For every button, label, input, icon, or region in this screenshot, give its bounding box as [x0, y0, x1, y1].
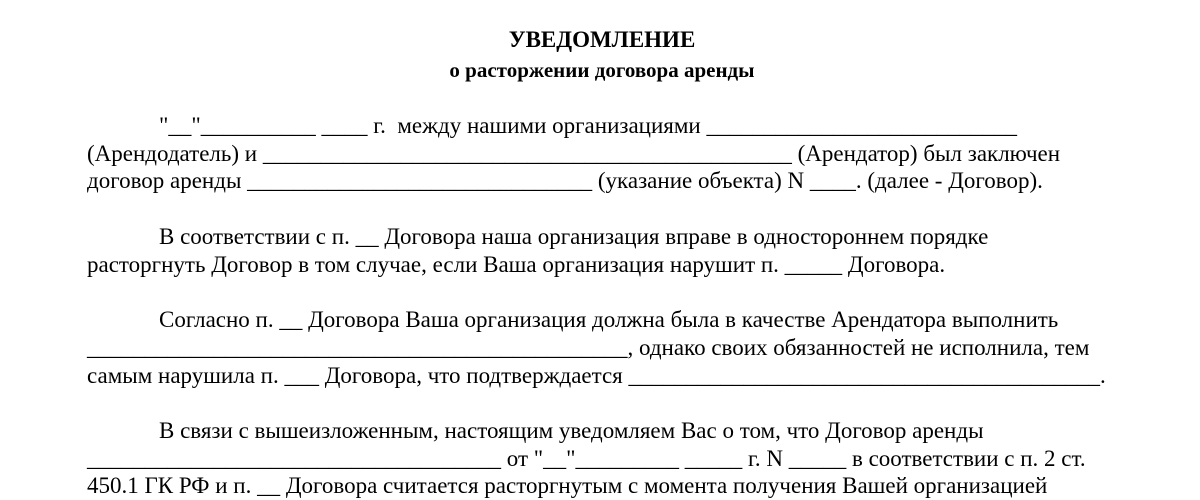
paragraph-4-line-1: В связи с вышеизложенным, настоящим уведомляем Вас о том, что Договор аренды [159, 418, 984, 443]
paragraph-1-line-2: (Арендодатель) и ______________________________________________ (Арендатор) был заключен [87, 141, 1061, 166]
paragraph-4-line-2: ____________________________________ от "__"_________ _____ г. N _____ в соответствии с п. 2 ст. [87, 446, 1086, 471]
paragraph-4-line-3: 450.1 ГК РФ и п. __ Договора считается расторгнутым с момента получения Вашей организацией [87, 473, 1048, 498]
document-subtitle: о расторжении договора аренды [449, 58, 755, 82]
paragraph-3-line-2: _______________________________________________, однако своих обязанностей не исполнила, тем [87, 335, 1090, 360]
paragraph-2-line-1: В соответствии с п. __ Договора наша организация вправе в одностороннем порядке [159, 224, 989, 249]
document-title: УВЕДОМЛЕНИЕ [508, 27, 696, 52]
paragraph-2-line-2: расторгнуть Договор в том случае, если Ваша организация нарушит п. _____ Договора. [87, 252, 946, 277]
paragraph-1-line-3: договор аренды ______________________________ (указание объекта) N ____. (далее - Договор). [87, 168, 1043, 193]
paragraph-3-line-3: самым нарушила п. ___ Договора, что подтверждается _________________________________________. [87, 363, 1106, 388]
paragraph-3-line-1: Согласно п. __ Договора Ваша организация должна была в качестве Арендатора выполнить [159, 307, 1059, 332]
paragraph-1-line-1: "__"__________ ____ г. между нашими организациями ___________________________ [159, 113, 1017, 138]
